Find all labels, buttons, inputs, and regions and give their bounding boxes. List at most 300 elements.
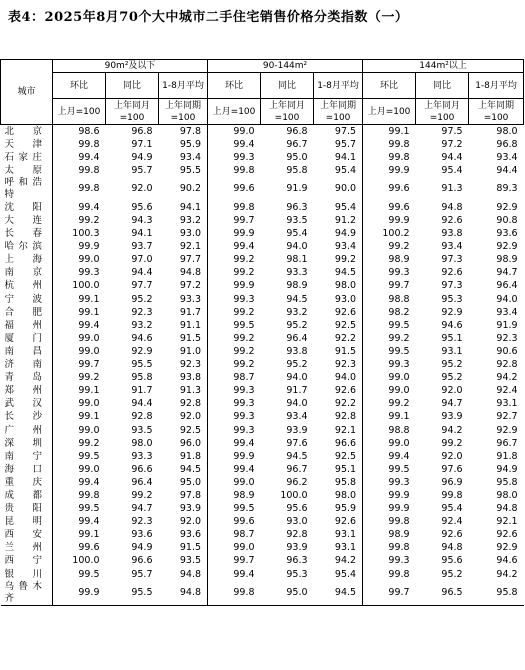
city-name: 长春: [1, 228, 53, 241]
index-value: 99.5: [78, 568, 100, 580]
index-value: 99.8: [78, 183, 100, 195]
index-value: 94.8: [159, 267, 208, 280]
index-value: 99.4: [78, 319, 100, 331]
table-row: [1, 372, 524, 385]
index-value: 95.8: [496, 476, 518, 488]
index-value: 98.0: [131, 437, 153, 449]
index-value: 94.0: [314, 372, 363, 385]
index-value: 99.9: [233, 280, 255, 292]
index-value: 95.2: [286, 359, 308, 371]
index-value: 94.2: [314, 555, 363, 568]
index-value: 95.8: [131, 372, 153, 384]
index-value: 99.2: [233, 359, 255, 371]
index-value: 99.0: [388, 372, 410, 384]
index-value: 99.5: [78, 450, 100, 462]
index-value: 99.5: [78, 503, 100, 515]
index-value: 99.8: [388, 138, 410, 150]
index-value: 99.1: [78, 411, 100, 423]
city-name: 哈尔滨: [1, 241, 53, 254]
city-name: 成都: [1, 489, 53, 502]
index-value: 94.2: [496, 568, 518, 580]
index-value: 92.8: [314, 411, 363, 424]
index-value: 95.1: [314, 463, 363, 476]
index-value: 99.9: [233, 228, 255, 240]
index-value: 93.6: [496, 228, 518, 240]
index-value: 95.9: [159, 138, 208, 151]
index-value: 99.4: [233, 241, 255, 253]
sub-header-mom: 环比: [363, 73, 416, 99]
index-value: 99.4: [233, 463, 255, 475]
index-value: 96.3: [286, 555, 308, 567]
index-value: 95.0: [159, 476, 208, 489]
index-value: 94.3: [131, 215, 153, 227]
index-value: 93.8: [441, 228, 463, 240]
index-value: 98.9: [388, 529, 410, 541]
index-value: 99.2: [314, 254, 363, 267]
index-value: 97.5: [314, 125, 363, 139]
city-name: 青岛: [1, 372, 53, 385]
table-row: [1, 280, 524, 293]
table-row: [1, 293, 524, 306]
city-name: 福州: [1, 319, 53, 332]
index-value: 94.5: [286, 450, 308, 462]
index-value: 93.1: [314, 529, 363, 542]
table-row: [1, 450, 524, 463]
index-value: 94.4: [496, 164, 518, 176]
table-row: [1, 476, 524, 489]
index-value: 95.7: [131, 568, 153, 580]
city-name: 合肥: [1, 306, 53, 319]
table-row: [1, 254, 524, 267]
index-value: 91.1: [159, 319, 208, 332]
index-value: 93.2: [159, 214, 208, 227]
index-value: 92.8: [159, 398, 208, 411]
table-row: [1, 138, 524, 151]
index-value: 94.8: [441, 542, 463, 554]
index-value: 92.3: [314, 359, 363, 372]
index-value: 99.4: [233, 437, 255, 449]
sub-header-avg: 1-8月平均: [159, 73, 208, 99]
table-row: [1, 201, 524, 214]
index-value: 95.4: [286, 228, 308, 240]
index-value: 94.0: [286, 398, 308, 410]
index-value: 95.2: [441, 568, 463, 580]
index-value: 98.9: [388, 254, 410, 266]
index-value: 94.0: [286, 372, 308, 384]
index-value: 93.1: [496, 398, 518, 410]
index-value: 94.5: [159, 463, 208, 476]
index-value: 99.0: [78, 254, 100, 266]
index-value: 95.5: [106, 581, 159, 606]
table-row: [1, 151, 524, 164]
index-value: 98.7: [233, 372, 255, 384]
index-value: 94.9: [131, 542, 153, 554]
city-name: 上海: [1, 254, 53, 267]
city-name: 沈阳: [1, 201, 53, 214]
index-value: 99.6: [233, 516, 255, 528]
base-label-avg: 上年同期=100: [314, 99, 363, 125]
index-value: 100.0: [72, 280, 100, 292]
index-value: 92.6: [314, 306, 363, 319]
index-value: 91.5: [314, 345, 363, 358]
index-value: 92.0: [159, 411, 208, 424]
table-row: [1, 581, 524, 606]
index-value: 92.3: [159, 359, 208, 372]
index-value: 99.4: [78, 201, 100, 213]
index-value: 91.9: [286, 183, 308, 195]
index-value: 99.0: [388, 385, 410, 397]
index-value: 93.8: [159, 372, 208, 385]
index-value: 96.8: [106, 125, 159, 139]
index-value: 98.8: [388, 424, 410, 436]
index-value: 98.9: [286, 280, 308, 292]
index-value: 99.0: [78, 424, 100, 436]
city-name: 海口: [1, 463, 53, 476]
index-value: 99.4: [233, 568, 255, 580]
index-value: 99.3: [78, 267, 100, 279]
index-value: 93.0: [314, 293, 363, 306]
index-value: 99.1: [78, 529, 100, 541]
index-value: 94.4: [131, 398, 153, 410]
index-value: 96.4: [286, 332, 308, 344]
index-value: 95.4: [314, 164, 363, 177]
city-name: 长沙: [1, 411, 53, 424]
index-value: 93.7: [131, 241, 153, 253]
index-value: 99.1: [78, 306, 100, 318]
index-value: 99.8: [388, 542, 410, 554]
index-value: 99.9: [233, 450, 255, 462]
sub-header-mom: 环比: [53, 73, 106, 99]
index-value: 99.7: [363, 581, 416, 606]
index-value: 90.8: [496, 215, 518, 227]
city-name: 西安: [1, 529, 53, 542]
index-value: 94.5: [286, 293, 308, 305]
index-value: 95.3: [286, 568, 308, 580]
index-value: 94.4: [131, 267, 153, 279]
base-label-mom: 上月=100: [53, 99, 106, 125]
index-value: 97.2: [441, 138, 463, 150]
index-value: 94.4: [441, 151, 463, 163]
table-row: [1, 306, 524, 319]
index-value: 99.0: [78, 332, 100, 344]
index-value: 98.0: [496, 489, 518, 501]
index-value: 92.0: [441, 450, 463, 462]
index-value: 93.6: [159, 529, 208, 542]
index-value: 95.2: [441, 359, 463, 371]
index-value: 95.7: [131, 164, 153, 176]
index-value: 99.9: [388, 503, 410, 515]
index-value: 99.6: [388, 201, 410, 213]
city-name: 北京: [1, 125, 53, 139]
index-value: 99.0: [233, 542, 255, 554]
index-value: 99.8: [233, 164, 255, 176]
index-value: 92.5: [314, 450, 363, 463]
index-value: 91.3: [159, 385, 208, 398]
index-value: 93.9: [441, 411, 463, 423]
table-row: [1, 241, 524, 254]
city-name: 南京: [1, 267, 53, 280]
base-label-mom: 上月=100: [363, 99, 416, 125]
index-value: 96.8: [261, 125, 314, 139]
index-value: 92.9: [496, 542, 518, 554]
index-value: 91.2: [314, 214, 363, 227]
index-value: 94.5: [314, 267, 363, 280]
index-value: 99.3: [388, 359, 410, 371]
index-value: 94.5: [314, 581, 363, 606]
index-value: 92.6: [314, 385, 363, 398]
index-value: 99.1: [78, 385, 100, 397]
index-value: 97.6: [441, 463, 463, 475]
city-name: 呼和浩特: [1, 177, 53, 201]
index-value: 96.7: [286, 138, 308, 150]
index-value: 99.7: [233, 215, 255, 227]
index-value: 95.8: [469, 581, 524, 606]
index-value: 99.2: [78, 215, 100, 227]
table-row: [1, 398, 524, 411]
table-row: [1, 385, 524, 398]
group-header-large: 144m²以上: [363, 60, 524, 73]
index-value: 99.2: [78, 372, 100, 384]
index-value: 90.0: [314, 177, 363, 201]
index-value: 93.5: [131, 424, 153, 436]
index-value: 93.5: [159, 555, 208, 568]
base-label-yoy: 上年同月=100: [261, 99, 314, 125]
city-name: 济南: [1, 359, 53, 372]
index-value: 96.4: [496, 280, 518, 292]
index-value: 96.4: [131, 476, 153, 488]
index-value: 99.9: [388, 489, 410, 501]
page-title: 表4：2025年8月70个大中城市二手住宅销售价格分类指数（一）: [8, 10, 409, 25]
index-value: 92.9: [496, 241, 518, 253]
base-label-yoy: 上年同月=100: [106, 99, 159, 125]
sub-header-yoy: 同比: [106, 73, 159, 99]
index-value: 99.5: [233, 319, 255, 331]
index-value: 95.5: [159, 164, 208, 177]
index-value: 99.0: [78, 463, 100, 475]
index-value: 92.6: [441, 267, 463, 279]
index-value: 92.3: [131, 516, 153, 528]
index-value: 99.6: [78, 542, 100, 554]
index-value: 95.0: [261, 581, 314, 606]
index-value: 98.2: [388, 306, 410, 318]
table-body: [1, 125, 524, 606]
index-value: 99.3: [233, 411, 255, 423]
index-value: 100.0: [72, 555, 100, 567]
index-value: 93.6: [131, 529, 153, 541]
table-row: [1, 463, 524, 476]
index-value: 91.3: [441, 183, 463, 195]
index-value: 99.9: [388, 215, 410, 227]
index-value: 96.6: [314, 437, 363, 450]
table-row: [1, 345, 524, 358]
index-value: 95.7: [314, 138, 363, 151]
index-value: 96.7: [286, 463, 308, 475]
index-value: 91.7: [131, 385, 153, 397]
index-value: 98.7: [233, 529, 255, 541]
index-value: 94.6: [496, 555, 518, 567]
sub-header-avg: 1-8月平均: [469, 73, 524, 99]
index-value: 92.4: [496, 385, 518, 397]
city-name: 石家庄: [1, 151, 53, 164]
table-row: [1, 164, 524, 177]
index-value: 99.5: [388, 463, 410, 475]
index-value: 93.9: [286, 424, 308, 436]
index-value: 99.1: [388, 411, 410, 423]
index-value: 99.1: [363, 125, 416, 139]
index-value: 99.6: [388, 183, 410, 195]
city-name: 西宁: [1, 555, 53, 568]
city-column-header: 城市: [1, 60, 53, 125]
index-value: 93.3: [131, 450, 153, 462]
table-row: [1, 424, 524, 437]
index-value: 92.4: [441, 516, 463, 528]
group-header-small: 90m²及以下: [53, 60, 208, 73]
index-value: 92.9: [496, 424, 518, 436]
index-value: 96.5: [416, 581, 469, 606]
group-header-medium: 90-144m²: [208, 60, 363, 73]
index-value: 100.3: [72, 228, 100, 240]
index-value: 99.7: [388, 280, 410, 292]
index-value: 97.0: [131, 254, 153, 266]
index-value: 92.1: [159, 241, 208, 254]
index-value: 97.8: [159, 489, 208, 502]
index-value: 91.7: [159, 306, 208, 319]
index-value: 92.6: [441, 215, 463, 227]
index-value: 94.1: [131, 228, 153, 240]
sub-header-avg: 1-8月平均: [314, 73, 363, 99]
index-value: 93.1: [441, 345, 463, 357]
index-value: 99.7: [78, 359, 100, 371]
index-value: 95.5: [131, 359, 153, 371]
index-value: 99.2: [131, 489, 153, 501]
index-value: 94.1: [159, 201, 208, 214]
table-row: [1, 489, 524, 502]
base-label-mom: 上月=100: [208, 99, 261, 125]
index-value: 98.1: [286, 254, 308, 266]
index-value: 99.4: [388, 450, 410, 462]
index-value: 96.3: [286, 201, 308, 213]
city-name: 深圳: [1, 437, 53, 450]
index-value: 94.7: [441, 398, 463, 410]
table-row: [1, 332, 524, 345]
index-value: 92.8: [131, 411, 153, 423]
index-value: 91.5: [159, 542, 208, 555]
table-row: [1, 516, 524, 529]
table-row: [1, 359, 524, 372]
index-value: 93.5: [286, 215, 308, 227]
index-value: 92.2: [314, 332, 363, 345]
index-value: 99.9: [78, 241, 100, 253]
index-value: 94.9: [314, 228, 363, 241]
index-value: 98.0: [314, 489, 363, 502]
index-value: 98.6: [53, 125, 106, 139]
index-value: 99.8: [78, 138, 100, 150]
index-value: 99.8: [388, 151, 410, 163]
index-value: 97.7: [131, 280, 153, 292]
index-value: 99.0: [208, 125, 261, 139]
index-value: 99.0: [388, 437, 410, 449]
city-name: 南昌: [1, 345, 53, 358]
index-value: 93.0: [286, 516, 308, 528]
index-value: 93.2: [286, 306, 308, 318]
index-value: 99.0: [78, 345, 100, 357]
table-row: [1, 437, 524, 450]
table-row: [1, 568, 524, 581]
price-index-table: [0, 59, 524, 606]
index-value: 99.3: [388, 476, 410, 488]
table-row: [1, 267, 524, 280]
index-value: 97.6: [286, 437, 308, 449]
index-value: 99.8: [78, 164, 100, 176]
index-value: 94.2: [441, 424, 463, 436]
index-value: 95.6: [441, 555, 463, 567]
index-value: 91.8: [496, 450, 518, 462]
city-name: 贵阳: [1, 503, 53, 516]
index-value: 99.3: [388, 555, 410, 567]
index-value: 99.2: [233, 345, 255, 357]
city-name: 杭州: [1, 280, 53, 293]
index-value: 93.4: [159, 151, 208, 164]
index-value: 92.1: [314, 424, 363, 437]
index-value: 95.2: [441, 372, 463, 384]
index-value: 99.3: [388, 267, 410, 279]
index-value: 97.3: [441, 254, 463, 266]
sub-header-yoy: 同比: [261, 73, 314, 99]
index-value: 99.1: [78, 293, 100, 305]
city-name: 昆明: [1, 516, 53, 529]
index-value: 92.0: [441, 385, 463, 397]
index-value: 95.9: [314, 503, 363, 516]
index-value: 95.4: [441, 503, 463, 515]
index-value: 93.9: [286, 542, 308, 554]
index-value: 93.0: [159, 228, 208, 241]
city-name: 厦门: [1, 332, 53, 345]
index-value: 92.6: [314, 516, 363, 529]
index-value: 92.1: [496, 516, 518, 528]
index-value: 99.4: [78, 476, 100, 488]
index-value: 93.2: [131, 319, 153, 331]
city-name: 太原: [1, 164, 53, 177]
index-value: 94.8: [441, 201, 463, 213]
index-value: 96.6: [131, 555, 153, 567]
index-value: 97.2: [159, 280, 208, 293]
index-value: 95.2: [131, 293, 153, 305]
table-header: [1, 60, 524, 125]
index-value: 95.4: [441, 164, 463, 176]
index-value: 92.0: [159, 516, 208, 529]
index-value: 99.2: [78, 437, 100, 449]
index-value: 99.8: [388, 516, 410, 528]
index-value: 92.9: [441, 306, 463, 318]
index-value: 96.7: [496, 437, 518, 449]
city-name: 武汉: [1, 398, 53, 411]
index-value: 93.4: [496, 151, 518, 163]
index-value: 92.0: [131, 183, 153, 195]
index-value: 99.2: [233, 254, 255, 266]
index-value: 95.0: [286, 151, 308, 163]
index-value: 90.6: [496, 345, 518, 357]
base-label-avg: 上年同期=100: [159, 99, 208, 125]
index-value: 98.8: [388, 293, 410, 305]
index-value: 99.8: [78, 489, 100, 501]
index-value: 99.3: [233, 151, 255, 163]
index-value: 92.6: [441, 529, 463, 541]
city-name: 兰州: [1, 542, 53, 555]
index-value: 99.8: [441, 489, 463, 501]
index-value: 92.5: [159, 424, 208, 437]
index-value: 99.6: [233, 183, 255, 195]
sub-header-yoy: 同比: [416, 73, 469, 99]
